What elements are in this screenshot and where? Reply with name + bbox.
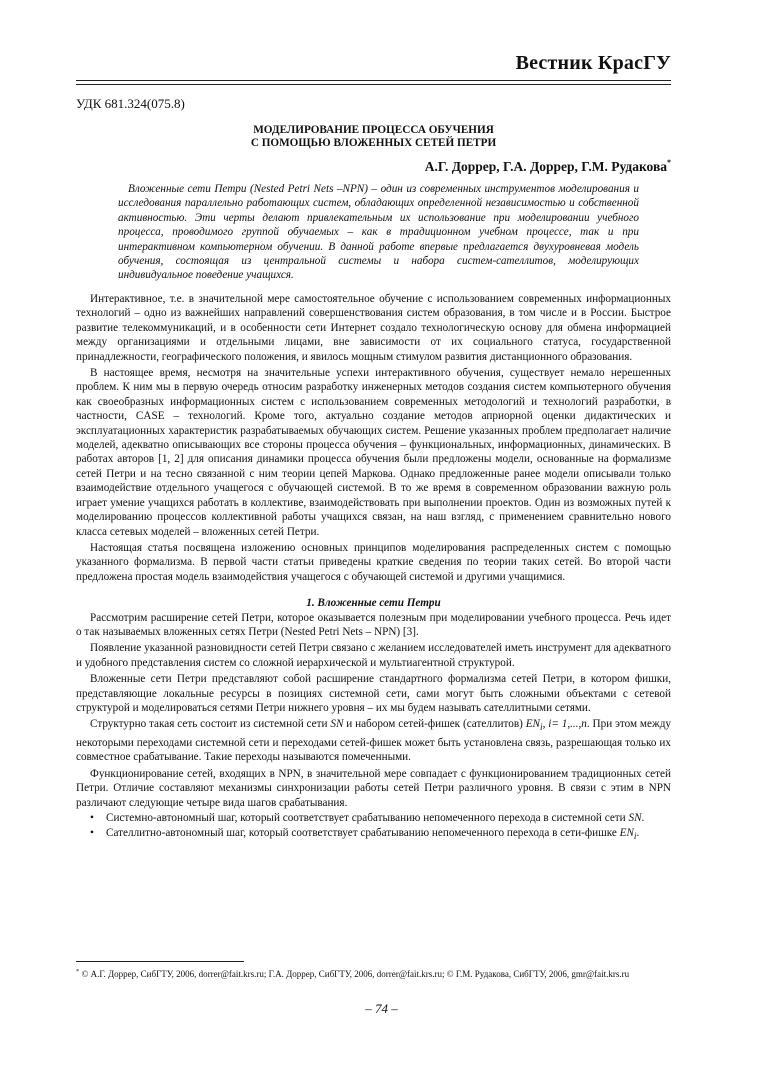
en-symbol: EN <box>525 718 540 731</box>
footnote <box>76 965 671 981</box>
list-item-end: . <box>636 827 640 840</box>
section-1-paragraph-4 <box>76 717 671 764</box>
bullet-icon: • <box>90 812 94 825</box>
p4-text-a: Структурно такая сеть состоит из системной сети <box>90 718 331 731</box>
step-types-list <box>76 811 671 845</box>
journal-name: Вестник КрасГУ <box>515 52 671 74</box>
article-title-line-1: МОДЕЛИРОВАНИЕ ПРОЦЕССА ОБУЧЕНИЯ <box>253 124 494 136</box>
footnote-mark: * <box>76 968 80 975</box>
page-number: – 74 – <box>365 1001 398 1016</box>
p4-text-b: и набором сетей-фишек (сателлитов) <box>343 718 526 731</box>
author-footnote-mark: * <box>667 158 671 167</box>
system-net-symbol: SN <box>330 718 344 731</box>
element-net-symbol <box>525 718 587 734</box>
bullet-icon: • <box>90 827 94 840</box>
system-net-symbol: SN <box>628 812 642 825</box>
section-1-paragraph-5: Функционирование сетей, входящих в NPN, в значительной мере совпадает с функционированием традиционных сетей Петри. Отличие составляют механизмы синхронизации работы сетей Петри различного уровня. В связи с этим в NPN различают следующие четыре вида шагов срабатывания. <box>76 767 671 809</box>
en-subscript: i <box>539 723 543 734</box>
article-body <box>76 292 671 845</box>
author-names: А.Г. Доррер, Г.А. Доррер, Г.М. Рудакова <box>424 159 667 174</box>
element-net-symbol <box>619 827 637 843</box>
header-rule-thin <box>76 84 671 85</box>
list-item-text: Сателлитно-автономный шаг, который соответствует срабатыванию непомеченного перехода в сети-фишке <box>106 827 620 840</box>
list-item-end: . <box>641 812 645 825</box>
authors <box>425 158 671 175</box>
section-1-title: 1. Вложенные сети Петри <box>306 597 441 610</box>
en-subscript: i <box>633 832 637 843</box>
udk-code: УДК 681.324(075.8) <box>76 96 185 111</box>
article-title-line-2: С ПОМОЩЬЮ ВЛОЖЕННЫХ СЕТЕЙ ПЕТРИ <box>250 137 497 149</box>
en-symbol: EN <box>619 827 634 840</box>
section-1-paragraph-2: Появление указанной разновидности сетей Петри связано с желанием исследователей иметь инструмент для адекватного и удобного представления систем со сложной иерархической и мультиагентной структурой. <box>76 642 671 669</box>
intro-paragraph-1: Интерактивное, т.е. в значительной мере самостоятельное обучение с использованием современных информационных технологий – одно из важнейших направлений совершенствования систем образования, в том числе и в России. Быстрое развитие телекоммуникаций, и в особенности сети Интернет создало технологическую основу для обмена информацией между организациями и отдельными лицами, вне зависимости от их социального статуса, государственной принадлежности, географического положения, и явилось мощным стимулом развития дистанционного образования. <box>76 293 671 363</box>
intro-paragraph-2: В настоящее время, несмотря на значительные успехи интерактивного обучения, существует немало нерешенных проблем. К ним мы в первую очередь относим разработку инженерных методов создания систем компьютерного обучения как своеобразных информационных систем с использованием современных методологий и технологий разработки, в частности, CASE – технологий. Кроме того, актуально создание методов априорной оценки дидактических и эксплуатационных характеристик разрабатываемых обучающих систем. Решение указанных проблем предполагает наличие моделей, адекватно описывающих все стороны процесса обучения – функциональных, информационных, динамических. В работах авторов [1, 2] для описания динамики процесса обучения были предложены модели, основанные на формализме сетей Петри и на тесно связанной с ним теории цепей Маркова. Однако предложенные ранее модели описывали только взаимодействие отдельного учащегося с обучающей системой. В то же время в современном образовании важную роль играет умение учащихся работать в коллективе, взаимодействовать при выполнении проектов. Один из возможных путей к моделированию процессов коллективной работы учащихся связан, на наш взгляд, с применением сравнительно нового класса сетевых моделей – вложенных сетей Петри. <box>76 367 671 538</box>
section-1-paragraph-1: Рассмотрим расширение сетей Петри, которое оказывается полезным при моделировании учебного процесса. Речь идет о так называемых вложенных сетях Петри (Nested Petri Nets – NPN) [3]. <box>76 611 671 638</box>
abstract: Вложенные сети Петри (Nested Petri Nets –NPN) – один из современных инструментов моделирования и исследования параллельно работающих систем, обладающих определенной независимостью и собственной активностью. Эти черты делают привлекательным их использование при моделировании учебного процесса, проводимого группой обучаемых – как в традиционном учебном процессе, так и при интерактивном компьютерном обучении. В данной работе впервые предлагается двухуровневая модель обучения, состоящая из центральной системы и набора систем-сателлитов, моделирующих индивидуальное поведение учащихся. <box>118 183 639 282</box>
list-item <box>76 811 671 825</box>
header-rule <box>76 80 671 81</box>
list-item-text: Системно-автономный шаг, который соответствует срабатыванию непомеченного перехода в системной сети <box>106 812 629 825</box>
section-1-paragraph-3: Вложенные сети Петри представляют собой расширение стандартного формализма сетей Петри, в котором фишки, представляющие локальные ресурсы в позициях системной сети, сами могут быть сложными объектами с сетевой структурой и моделироваться сетями Петри нижнего уровня – их мы будем называть сателлитными сетями. <box>76 673 671 714</box>
footnote-text: © А.Г. Доррер, СибГТУ, 2006, dorrer@fait.krs.ru; Г.А. Доррер, СибГТУ, 2006, dorrer@fait.krs.ru; © Г.М. Рудакова, СибГТУ, 2006, gmr@fait.krs.ru <box>79 969 630 979</box>
intro-paragraph-3: Настоящая статья посвящена изложению основных принципов моделирования распределенных систем с помощью указанного формализма. В первой части статьи приведены краткие сведения по теории таких сетей. Во второй части предложена простая модель взаимодействия учащегося с обучающей системой и другими учащимися. <box>76 541 671 583</box>
p4-text-c: . При этом между некоторыми переходами системной сети и переходами сетей-фишек может быть установлена связь, разрешающая только их совместное срабатывание. Такие переходы называются помеченными. <box>76 718 671 764</box>
footnote-rule <box>76 961 244 962</box>
article-title <box>76 124 671 150</box>
list-item <box>76 826 671 845</box>
index-range: , i= 1,...,n <box>542 718 587 731</box>
